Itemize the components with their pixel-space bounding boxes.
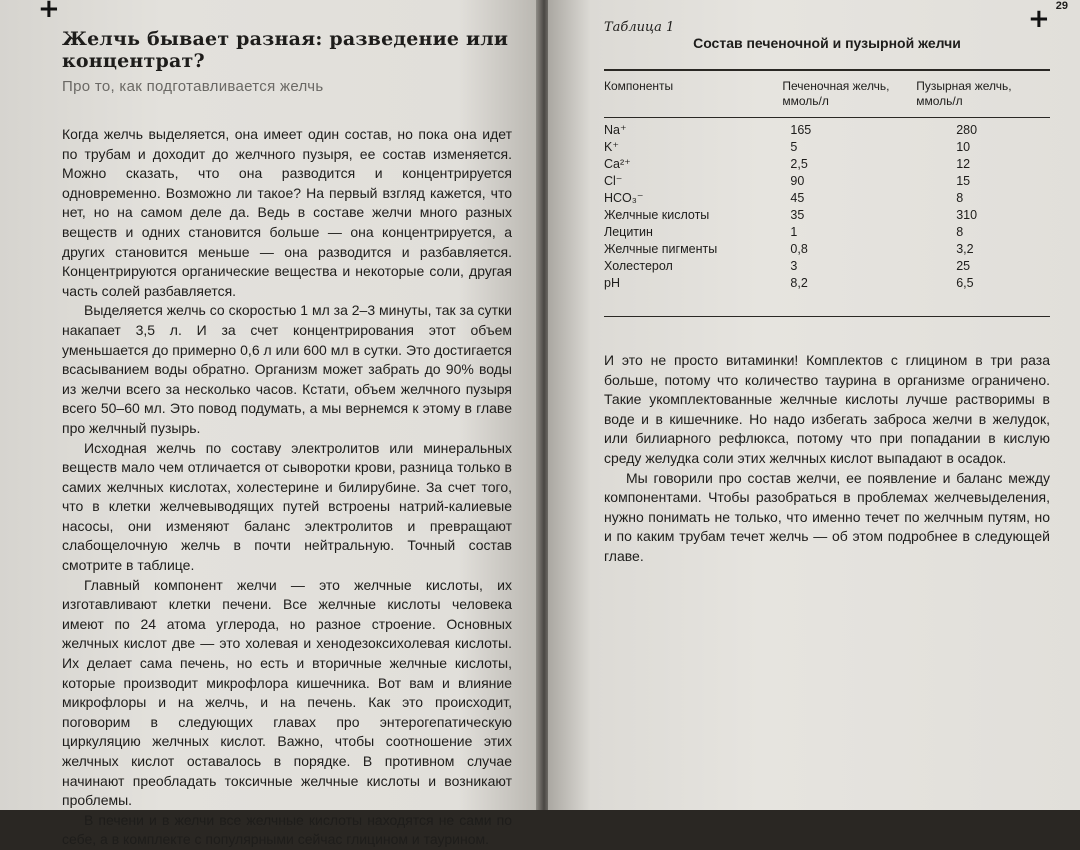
cell-gallbladder: 310 — [956, 208, 978, 222]
table-header-row — [604, 75, 1050, 118]
paragraph: И это не просто витаминки! Комплектов с глицином в три раза больше, потому что количество таурина в организме ограничено. Такие укомплектованные желчные кислоты лучше растворимы в воде и в кишечнике. Но надо избегать заброса желчи в желудок, или билиарного рефлюкса, потому что при попадании в кислую среду желудка соли этих желчных кислот выпадают в осадок. — [604, 352, 1050, 466]
cell-gallbladder: 15 — [956, 174, 971, 188]
table-row — [604, 122, 1050, 139]
cell-gallbladder: 8 — [956, 191, 964, 205]
paragraph: Выделяется желчь со скоростью 1 мл за 2–3 минуты, так за сутки накапает 3,5 л. И за счет концентрирования этот объем уменьшается до примерно 0,6 л или 600 мл в сутки. Это достигается всасыванием воды обратно. Организм может забрать до 90% воды из желчи всего за несколько часов. Кстати, объем желчного пузыря всего 50–60 мл. Это повод подумать, а мы вернемся к этому в главе про желчный пузырь. — [62, 302, 512, 436]
cell-component: Желчные кислоты — [604, 208, 710, 222]
cell-component: Ca²⁺ — [604, 157, 631, 171]
page-number: 29 — [1055, 0, 1068, 12]
cell-hepatic: 35 — [790, 208, 805, 222]
paragraph: Главный компонент желчи — это желчные кислоты, их изготавливают клетки печени. Все желчные кислоты человека имеют по 24 атома углерода, но разное строение. Основных желчных кислот две — это холевая и хенодезоксихолевая кислоты. Их делает сама печень, но есть и вторичные желчные кислоты, которые производит микрофлора кишечника. Вот вам и влияние микрофлоры и на желчь, и на печень. Как это происходит, поговорим в следующих главах про энтерогепатическую циркуляцию желчных кислот. Важно, чтобы соотношение этих желчных кислот оставалось в порядке. В противном случае начинают преобладать токсичные желчные кислоты и возникают проблемы. — [62, 576, 512, 809]
cell-gallbladder: 8 — [956, 225, 964, 239]
cell-component: Холестерол — [604, 259, 673, 273]
table-row — [604, 275, 1050, 292]
table-row — [604, 139, 1050, 156]
header-components: Компоненты — [604, 79, 674, 93]
table-bottom-rule — [604, 316, 1050, 317]
cell-hepatic: 2,5 — [790, 157, 808, 171]
cell-component: K⁺ — [604, 140, 619, 154]
cell-hepatic: 3 — [790, 259, 798, 273]
cell-hepatic: 5 — [790, 140, 798, 154]
cell-gallbladder: 6,5 — [956, 276, 974, 290]
chapter-subtitle: Про то, как подготавливается желчь — [62, 78, 324, 95]
crop-mark-icon: + — [1028, 4, 1050, 34]
paragraph: Когда желчь выделяется, она имеет один состав, но пока она идет по трубам и доходит до желчного пузыря, ее состав изменяется. Можно сказать, что она разводится и концентрируется одновременно. Возможно ли такое? На первый взгляд кажется, что нет, но на самом деле да. Ведь в составе желчи много разных веществ и одних становится больше — она концентрируется, а других становится меньше — она разводится и разбавляется. Концентрируются органические вещества и некоторые соли, другая часть солей разбавляется. — [62, 126, 512, 299]
cell-component: Cl⁻ — [604, 174, 623, 188]
table-row — [604, 258, 1050, 275]
table-row — [604, 241, 1050, 258]
composition-table — [604, 75, 1050, 292]
cell-component: Желчные пигменты — [604, 242, 718, 256]
cell-hepatic: 8,2 — [790, 276, 808, 290]
paragraph: В печени и в желчи все желчные кислоты находятся не сами по себе, а в комплекте с популярными сейчас глицином и таурином. — [62, 811, 512, 848]
header-hepatic-bile: Печеночная желчь, ммоль/л — [782, 79, 890, 108]
cell-hepatic: 0,8 — [790, 242, 808, 256]
table-title: Состав печеночной и пузырной желчи — [693, 35, 961, 51]
cell-hepatic: 1 — [790, 225, 798, 239]
right-page — [548, 0, 1080, 810]
cell-gallbladder: 25 — [956, 259, 971, 273]
table-row — [604, 156, 1050, 173]
cell-gallbladder: 10 — [956, 140, 971, 154]
cell-component: Na⁺ — [604, 123, 627, 137]
chapter-heading: Желчь бывает разная: разведение или концентрат? — [62, 28, 509, 72]
header-gallbladder-bile: Пузырная желчь, ммоль/л — [916, 79, 1012, 108]
table-top-rule — [604, 69, 1050, 71]
left-page — [0, 0, 540, 848]
paragraph: Мы говорили про состав желчи, ее появление и баланс между компонентами. Чтобы разобраться в проблемах желчевыделения, нужно понимать не только, что именно течет по желчным путям, но и по каким трубам течет желчь — об этом подробнее в следующей главе. — [604, 469, 1050, 564]
table-caption: Таблица 1 — [604, 20, 675, 35]
cell-component: HCO₃⁻ — [604, 191, 644, 205]
table-row — [604, 190, 1050, 207]
table-row — [604, 173, 1050, 190]
table-row — [604, 224, 1050, 241]
cell-hepatic: 90 — [790, 174, 805, 188]
cell-component: Лецитин — [604, 225, 653, 239]
table-row — [604, 207, 1050, 224]
left-body-text — [62, 125, 512, 850]
cell-hepatic: 45 — [790, 191, 805, 205]
cell-gallbladder: 12 — [956, 157, 971, 171]
cell-hepatic: 165 — [790, 123, 812, 137]
cell-component: pH — [604, 276, 620, 290]
cell-gallbladder: 280 — [956, 123, 978, 137]
cell-gallbladder: 3,2 — [956, 242, 974, 256]
crop-mark-icon: + — [38, 0, 60, 24]
paragraph: Исходная желчь по составу электролитов или минеральных веществ мало чем отличается от сыворотки крови, разница только в самих желчных кислотах, холестерине и билирубине. За счет того, что в клетки желчевыводящих путей встроены натрий-калиевые насосы, они изменяют баланс электролитов и превращают слабощелочную желчь в почти нейтральную. Точный состав смотрите в таблице. — [62, 439, 512, 574]
right-body-text — [604, 351, 1050, 567]
